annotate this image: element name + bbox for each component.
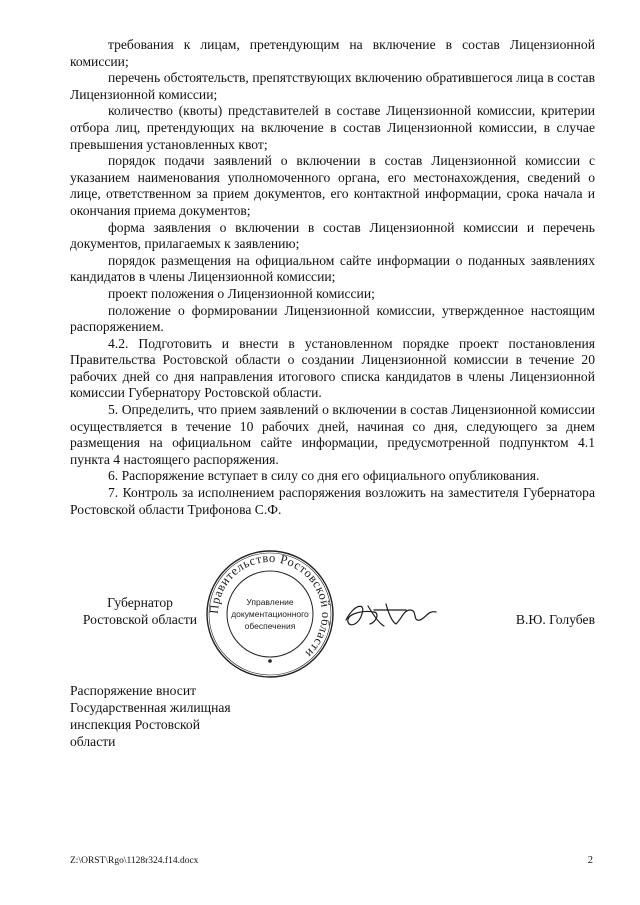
file-path: Z:\ORST\Rgo\1128r324.f14.docx (70, 856, 199, 866)
paragraph-item-7: 7. Контроль за исполнением распоряжения возложить на заместителя Губернатора Ростовской области Трифонова С.Ф. (70, 485, 595, 517)
submitted-by-line4: области (70, 734, 116, 749)
stamp-center-line3: обеспечения (244, 621, 296, 631)
signatory-position-line1: Губернатор (107, 595, 173, 610)
paragraph-quotas: количество (квоты) представителей в составе Лицензионной комиссии, критерии отбора лиц, претендующих на включение в состав Лицензионной комиссии, в случае превышения установленных квот; (70, 103, 595, 152)
paragraph-item-4-2: 4.2. Подготовить и внести в установленном порядке проект постановления Правительства Ростовской области о создании Лицензионной комиссии в течение 20 рабочих дней со дня направления итогового списка кандидатов в члены Лицензионной комиссии Губернатору Ростовской области. (70, 335, 595, 401)
submitted-by-line3: инспекция Ростовской (70, 717, 201, 732)
paragraph-application-procedure: порядок подачи заявлений о включении в состав Лицензионной комиссии с указанием наименования уполномоченного органа, его местонахождения, сведений о лице, ответственном за прием документов, его контактной информации, срока начала и окончания приема документов; (70, 153, 595, 218)
paragraph-publication-procedure: порядок размещения на официальном сайте информации о поданных заявлениях кандидатов в члены Лицензионной комиссии; (70, 252, 595, 285)
page-number: 2 (587, 855, 593, 866)
submitted-by-note (70, 682, 290, 750)
submitted-by-line2: Государственная жилищная (70, 700, 231, 715)
signatory-position-line2: Ростовской области (82, 612, 198, 627)
handwritten-signature (340, 596, 480, 636)
paragraph-requirements: требования к лицам, претендующим на включение в состав Лицензионной комиссии; (70, 37, 595, 69)
stamp-center-line2: документационного (231, 609, 309, 619)
signatory-position (70, 594, 210, 628)
document-body (70, 37, 595, 518)
submitted-by-line1: Распоряжение вносит (70, 683, 197, 698)
stamp-dot-icon (268, 659, 272, 663)
stamp-ring-textpath: Правительство Ростовской области (206, 550, 334, 661)
paragraph-draft-regulation: проект положения о Лицензионной комиссии; (108, 285, 375, 301)
signatory-name: В.Ю. Голубев (515, 612, 595, 627)
paragraph-obstacles: перечень обстоятельств, препятствующих включению обратившегося лица в состав Лицензионной комиссии; (70, 70, 595, 102)
paragraph-formation-regulation: положение о формировании Лицензионной комиссии, утвержденное настоящим распоряжением. (70, 302, 595, 335)
paragraph-application-form: форма заявления о включении в состав Лицензионной комиссии и перечень документов, прилагаемых к заявлению; (70, 219, 595, 252)
paragraph-item-5: 5. Определить, что прием заявлений о включении в состав Лицензионной комиссии осуществляется в течение 10 рабочих дней, начиная со дня, следующего за днем размещения на официальном сайте информации, предусмотренной подпунктом 4.1 пункта 4 настоящего распоряжения. (70, 402, 595, 467)
official-stamp (204, 548, 336, 680)
stamp-center-line1: Управление (246, 597, 294, 607)
paragraph-item-6: 6. Распоряжение вступает в силу со дня его официального опубликования. (108, 468, 540, 484)
